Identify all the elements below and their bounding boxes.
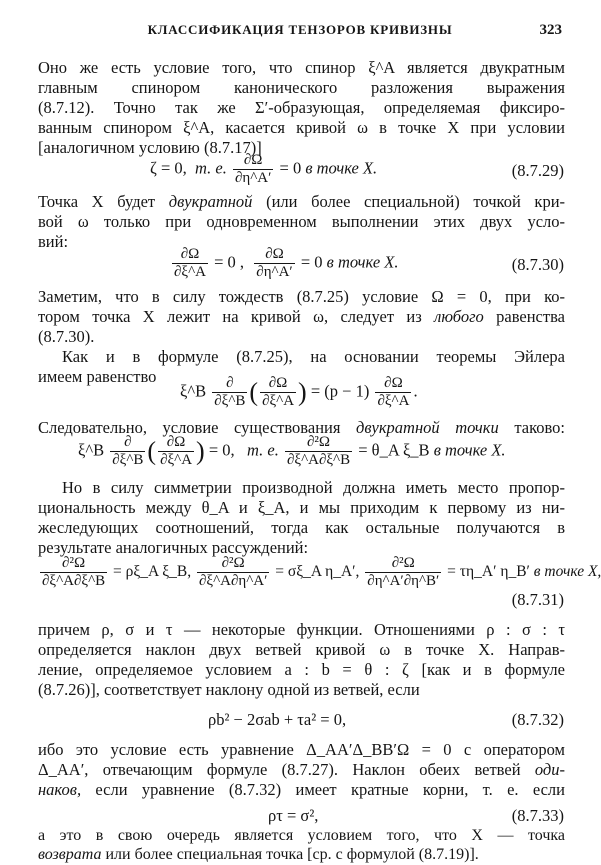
text-line: жеследующих соотношений, тогда как остальные получаются в: [38, 518, 565, 537]
equation-euler: ξ^B $\frac{\partial}{\partial\xi\^{}B}$ ( $\frac{\partial\Omega}{\partial\xi\^{}A}$ ) = (p − 1) $\frac{\partial\Omega}{\partial\xi\^{}A}$ .: [180, 375, 418, 409]
text-line: ление, определяемое условием a : b = θ : ζ [как и в формуле: [38, 660, 565, 679]
eq-te: т. е.: [195, 158, 227, 178]
text-line: результате аналогичных рассуждений:: [38, 538, 309, 557]
text-line: (8.7.30).: [38, 327, 95, 346]
text-line: Но в силу симметрии производной должна иметь место пропор-: [62, 478, 565, 497]
eq-fraction: $\frac{\text{∂²Ω}}{\partial\xi\^{}A\partial\xi\^{}B}$: [286, 434, 351, 468]
eq-fraction: $\frac{\partial}{\partial\xi\^{}B}$: [214, 375, 246, 409]
text-line: Δ_AA′, отвечающим формуле (8.7.27). Наклон обеих ветвей оди-: [38, 760, 565, 779]
text-line: Точка X будет двукратной (или более специальной) точкой кри-: [38, 192, 566, 211]
eq-fraction: $\frac{\text{∂²Ω}}{\partial\xi\^{}A\partial\xi\^{}B}$: [42, 555, 106, 589]
equation-double-point: ξ^B $\frac{\partial}{\partial\xi\^{}B}$ ( $\frac{\partial\Omega}{\partial\xi\^{}A}$ ) = 0, т. е. $\frac{\text{∂²Ω}}{\partial\xi\^{}A\partial\xi\^{}B}$ = θ_A ξ_B в точке X.: [78, 434, 506, 468]
equation-8-7-29: [150, 152, 377, 187]
text-line: имеем равенство: [38, 367, 157, 386]
eq-condition: в точке X.: [305, 158, 378, 178]
text-line: (8.7.12). Точно так же Σ′-образующая, определяемая фиксиро-: [38, 98, 565, 117]
text-line: [аналогичном условию (8.7.17)]: [38, 138, 262, 157]
equation-8-7-31: $\frac{\text{∂²Ω}}{\partial\xi\^{}A\partial\xi\^{}B}$ = ρξ_A ξ_B, $\frac{\text{∂²Ω}}{\partial\xi\^{}A\partial\eta\^{}A'}$ = σξ_A η_A′, $\frac{\text{∂²Ω}}{\partial\eta\^{}A'\partial\eta\^{}B'}$ = τη_A′ η_B′ в точке X,: [42, 555, 601, 589]
equation-number: (8.7.33): [511, 806, 564, 825]
text-line: а это в свою очередь является условием того, что X — точка: [38, 827, 565, 844]
text-line: Как и в формуле (8.7.25), на основании теоремы Эйлера: [62, 347, 565, 366]
equation-number: (8.7.29): [511, 161, 564, 180]
text-line: главным спинором канонического разложения выражения: [38, 78, 565, 97]
text-line: (8.7.26)], соответствует наклону одной из ветвей, если: [38, 680, 420, 699]
text-line: Следовательно, условие существования двукратной точки таково:: [38, 418, 566, 437]
eq-lhs: ζ = 0,: [150, 158, 187, 178]
eq-fraction: $\frac{\partial}{\partial\xi\^{}B}$: [112, 434, 144, 468]
eq-rhs: = 0: [279, 158, 302, 178]
eq-fraction: $\frac{\text{∂²Ω}}{\partial\xi\^{}A\partial\eta\^{}A'}$: [198, 555, 268, 589]
text-line: Оно же есть условие того, что спинор ξ^A является двукратным: [38, 58, 565, 77]
page-header: [0, 22, 600, 42]
equation-8-7-30: $\frac{\partial\Omega}{\partial\xi\^{}A}$ = 0 , $\frac{\partial\Omega}{\partial\eta\^{}A'}$ = 0 в точке X.: [174, 246, 399, 280]
text-line: вий:: [38, 232, 69, 251]
running-title: КЛАССИФИКАЦИЯ ТЕНЗОРОВ КРИВИЗНЫ: [147, 22, 453, 37]
eq-fraction: $\frac{\partial\Omega}{\partial\xi\^{}A}$: [377, 375, 410, 409]
eq-fraction: $\frac{\partial\Omega}{\partial\eta\^{}A'}$: [256, 246, 293, 280]
eq-fraction: $\frac{\partial\Omega}{\partial\xi\^{}A}$: [160, 434, 193, 468]
text-line: ибо это условие есть уравнение Δ_AA′Δ_BB′Ω = 0 с оператором: [38, 740, 565, 759]
text-line: циональность между θ_A и ξ_A, и мы приходим к первому из ни-: [38, 498, 565, 517]
text-line: причем ρ, σ и τ — некоторые функции. Отношениями ρ : σ : τ: [38, 620, 565, 639]
text-line: тором точка X лежит на кривой ω, следует из любого равенства: [38, 307, 565, 326]
text-line: ванным спинором ξ^A, касается кривой ω в точке X при условии: [38, 118, 565, 137]
eq-fraction: $\frac{\partial\Omega}{\partial\xi\^{}A}$: [262, 375, 295, 409]
equation-number: (8.7.31): [511, 590, 564, 609]
equation-8-7-33: ρτ = σ²,: [268, 806, 319, 825]
text-line: возврата или более специальная точка [ср. с формулой (8.7.19)].: [38, 846, 479, 863]
eq-fraction: $\frac{\partial\Omega}{\partial\xi\^{}A}$: [174, 246, 206, 280]
eq-fraction: $\frac{\partial\Omega}{\partial\eta\^{}A'}$: [234, 152, 272, 186]
text-line: вой ω только при одновременном выполнении этих двух усло-: [38, 212, 565, 231]
equation-8-7-32: ρb² − 2σab + τa² = 0,: [208, 710, 347, 729]
equation-number: (8.7.30): [511, 255, 564, 274]
text-line: Заметим, что в силу тождеств (8.7.25) условие Ω = 0, при ко-: [38, 287, 565, 306]
eq-fraction: $\frac{\text{∂²Ω}}{\partial\eta\^{}A'\partial\eta\^{}B'}$: [367, 555, 440, 589]
page-number: 323: [539, 22, 562, 38]
text-line: определяется наклон двух ветвей кривой ω в точке X. Направ-: [38, 640, 565, 659]
text-line: наков, если уравнение (8.7.32) имеет кратные корни, т. е. если: [38, 780, 566, 799]
equation-number: (8.7.32): [511, 710, 564, 729]
